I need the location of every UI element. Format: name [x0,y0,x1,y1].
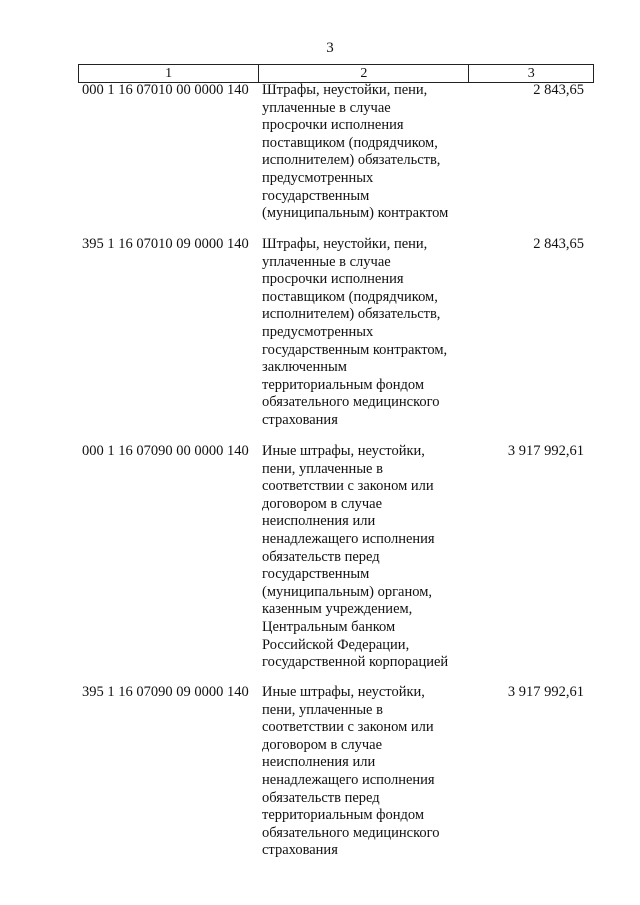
description-line: Штрафы, неустойки, пени, [262,82,428,98]
description-line: пени, уплаченные в [262,460,383,477]
description-line: неисполнения или [262,754,376,771]
description-line: соответствии с законом или [262,478,434,495]
description-line: государственной корпорацией [262,654,449,671]
description-line: исполнителем) обязательств, [262,306,441,323]
row-description [262,82,474,223]
description-line: просрочки исполнения [262,117,404,134]
table-header-row [78,64,594,83]
description-line: поставщиком (подрядчиком, [262,134,438,151]
row-description [262,443,474,672]
description-line: страхования [262,842,338,859]
description-line: поставщиком (подрядчиком, [262,288,438,305]
description-line: пени, уплаченные в [262,701,383,718]
amount: 2 843,65 [533,82,584,98]
description-line: территориальным фондом [262,376,425,393]
header-cell-3: 3 [468,65,593,82]
description-line: обязательного медицинского [262,394,440,411]
budget-code: 395 1 16 07090 09 0000 140 [82,684,249,700]
budget-code: 000 1 16 07090 00 0000 140 [82,443,249,459]
budget-code: 395 1 16 07010 09 0000 140 [82,236,249,252]
description-line: государственным [262,566,370,583]
description-line: уплаченные в случае [262,99,391,116]
description-line: страхования [262,411,338,428]
description-line: (муниципальным) контрактом [262,205,449,222]
description-line: исполнителем) обязательств, [262,152,441,169]
budget-code: 000 1 16 07010 00 0000 140 [82,82,249,98]
description-line: заключенным [262,359,347,376]
description-line: казенным учреждением, [262,601,413,618]
amount: 3 917 992,61 [507,443,584,459]
row-description [262,684,474,860]
row-description [262,236,474,430]
description-line: ненадлежащего исполнения [262,530,435,547]
description-line: договором в случае [262,495,383,512]
description-line: договором в случае [262,736,383,753]
description-line: Центральным банком [262,618,396,635]
description-line: Российской Федерации, [262,636,410,653]
description-line: территориальным фондом [262,807,425,824]
description-line: Иные штрафы, неустойки, [262,443,425,459]
header-cell-1: 1 [165,66,173,81]
description-line: предусмотренных [262,169,374,186]
header-cell-2: 2 [258,65,468,82]
description-line: уплаченные в случае [262,253,391,270]
description-line: обязательного медицинского [262,824,440,841]
description-line: соответствии с законом или [262,719,434,736]
description-line: обязательств перед [262,548,380,565]
page-number: 3 [326,40,334,56]
description-line: неисполнения или [262,513,376,530]
description-line: ненадлежащего исполнения [262,771,435,788]
amount: 2 843,65 [533,236,584,252]
description-line: государственным [262,187,370,204]
description-line: просрочки исполнения [262,271,404,288]
description-line: Иные штрафы, неустойки, [262,684,425,700]
description-line: предусмотренных [262,323,374,340]
description-line: (муниципальным) органом, [262,583,433,600]
description-line: обязательств перед [262,789,380,806]
description-line: государственным контрактом, [262,341,448,358]
amount: 3 917 992,61 [507,684,584,700]
description-line: Штрафы, неустойки, пени, [262,236,428,252]
